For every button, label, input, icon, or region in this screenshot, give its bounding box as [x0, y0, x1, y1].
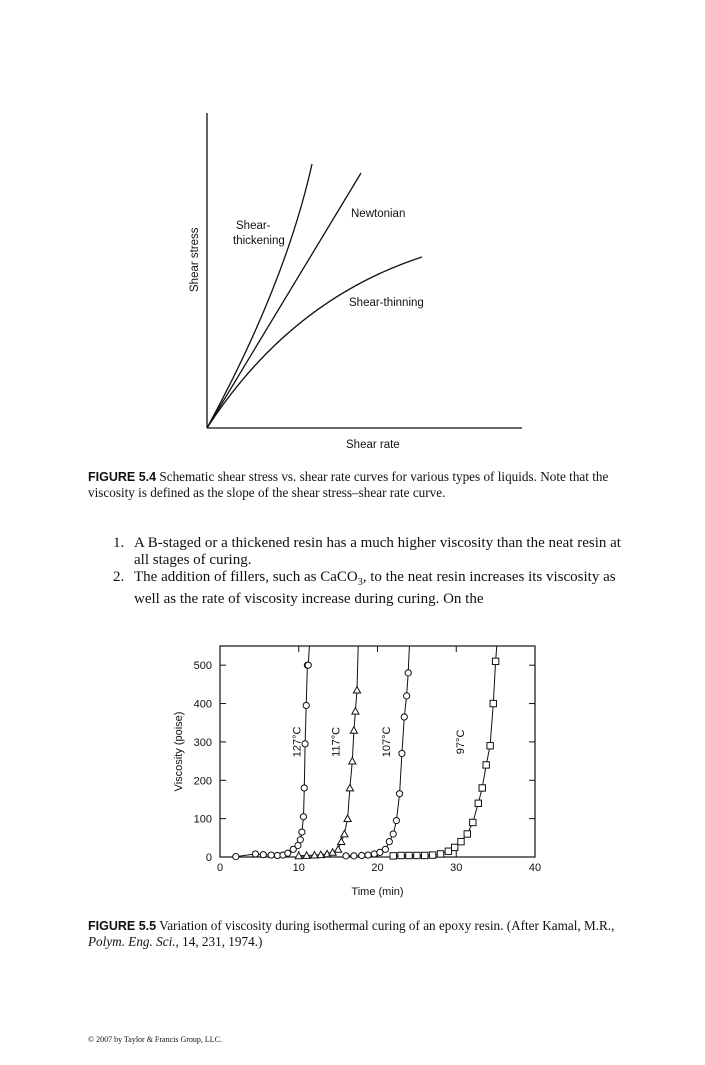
caption-label: FIGURE 5.5 — [88, 919, 157, 933]
y-tick-label: 200 — [193, 775, 212, 788]
x-tick-label: 20 — [371, 862, 384, 874]
curve-shear-thinning — [207, 257, 422, 428]
data-point-square — [483, 762, 489, 768]
series-label-newtonian: Newtonian — [351, 208, 406, 220]
list-item-text-before: The addition of fillers, such as CaCO — [134, 569, 358, 585]
x-axis-label: Time (min) — [351, 886, 404, 898]
data-point-square — [492, 658, 498, 664]
y-tick-label: 400 — [193, 698, 212, 711]
series-label: 127°C — [291, 726, 304, 758]
x-tick-label: 0 — [216, 862, 224, 874]
data-point-square — [437, 851, 443, 857]
data-point-circle — [233, 854, 239, 860]
data-point-circle — [393, 817, 399, 823]
list-item-text-after: , to the neat resin increases its viscosity as well as the rate of viscosity increase during curing. On the — [134, 569, 616, 607]
data-point-circle — [401, 714, 407, 720]
data-point-circle — [297, 837, 303, 843]
series-label: 107°C — [381, 726, 394, 758]
x-axis-label: Shear rate — [346, 439, 400, 451]
data-point-circle — [405, 670, 411, 676]
data-point-circle — [299, 829, 305, 835]
curve-shear-thickening — [207, 164, 312, 428]
data-point-square — [490, 700, 496, 706]
caption-journal: Polym. Eng. Sci. — [88, 934, 176, 949]
series-label-shear-thickening-2: thickening — [233, 235, 285, 247]
caption-label: FIGURE 5.4 — [88, 470, 157, 484]
curve-newtonian — [207, 173, 361, 428]
data-point-triangle — [353, 687, 360, 693]
body-list — [113, 535, 628, 608]
data-point-circle — [382, 846, 388, 852]
plot-frame — [220, 646, 535, 857]
data-point-triangle — [344, 815, 351, 821]
data-point-circle — [303, 702, 309, 708]
y-axis-label: Viscosity (poise) — [173, 711, 185, 792]
list-item-number: 2. — [113, 569, 125, 585]
data-point-square — [422, 852, 428, 858]
figure-5-4-chart — [0, 0, 705, 470]
data-point-square — [398, 852, 404, 858]
data-point-square — [451, 844, 457, 850]
data-point-circle — [252, 851, 258, 857]
figure-5-5-chart — [0, 630, 705, 910]
y-tick-label: 300 — [193, 736, 212, 749]
data-point-circle — [343, 853, 349, 859]
caption-text: Variation of viscosity during isothermal curing of an epoxy resin. (After Kamal, M.R., — [159, 918, 615, 933]
data-point-triangle — [335, 846, 342, 852]
data-point-square — [475, 800, 481, 806]
data-point-circle — [301, 785, 307, 791]
data-point-square — [429, 852, 435, 858]
data-point-circle — [396, 791, 402, 797]
data-point-circle — [359, 852, 365, 858]
series-label-shear-thinning: Shear-thinning — [349, 297, 424, 309]
data-point-circle — [365, 852, 371, 858]
data-point-triangle — [352, 708, 359, 714]
x-tick-label: 40 — [528, 862, 542, 874]
y-tick-label: 0 — [205, 852, 212, 864]
copyright-footer: © 2007 by Taylor & Francis Group, LLC. — [88, 1035, 223, 1044]
list-item-number: 1. — [113, 535, 125, 551]
data-point-square — [390, 853, 396, 859]
series-line — [393, 646, 497, 856]
data-point-square — [445, 848, 451, 854]
data-point-circle — [285, 850, 291, 856]
data-point-triangle — [338, 838, 345, 844]
data-point-triangle — [346, 784, 353, 790]
data-point-square — [464, 831, 470, 837]
data-point-square — [406, 852, 412, 858]
data-point-circle — [268, 852, 274, 858]
data-point-circle — [404, 693, 410, 699]
data-point-circle — [390, 831, 396, 837]
data-point-circle — [399, 750, 405, 756]
y-axis-label: Shear stress — [189, 227, 201, 292]
data-point-circle — [260, 852, 266, 858]
x-tick-label: 30 — [450, 862, 463, 874]
data-point-square — [458, 838, 464, 844]
x-tick-label: 10 — [292, 862, 305, 874]
figure-5-4-caption — [88, 469, 628, 501]
data-point-square — [487, 743, 493, 749]
data-point-square — [479, 785, 485, 791]
data-point-circle — [305, 662, 311, 668]
y-tick-label: 500 — [193, 660, 212, 673]
list-item-text: A B-staged or a thickened resin has a much higher viscosity than the neat resin at all stages of curing. — [134, 535, 621, 568]
series-line — [299, 646, 358, 856]
series-label: 97°C — [455, 729, 468, 755]
caption-text-end: , 14, 231, 1974.) — [175, 934, 263, 949]
subscript: 3 — [357, 577, 363, 588]
series-label-shear-thickening-1: Shear- — [236, 220, 271, 232]
y-tick-label: 100 — [193, 813, 212, 826]
caption-text: Schematic shear stress vs. shear rate curves for various types of liquids. Note that the viscosity is defined as the slope of the shear stress–shear rate curve. — [88, 469, 609, 500]
data-point-triangle — [341, 830, 348, 836]
data-point-triangle — [350, 727, 357, 733]
data-point-triangle — [349, 757, 356, 763]
series-label: 117°C — [330, 726, 343, 757]
data-point-square — [414, 852, 420, 858]
data-point-square — [470, 819, 476, 825]
data-point-circle — [386, 839, 392, 845]
list-item — [113, 535, 628, 569]
figure-5-5-caption — [88, 918, 628, 950]
data-point-circle — [351, 853, 357, 859]
data-point-circle — [300, 814, 306, 820]
list-item — [113, 569, 628, 608]
